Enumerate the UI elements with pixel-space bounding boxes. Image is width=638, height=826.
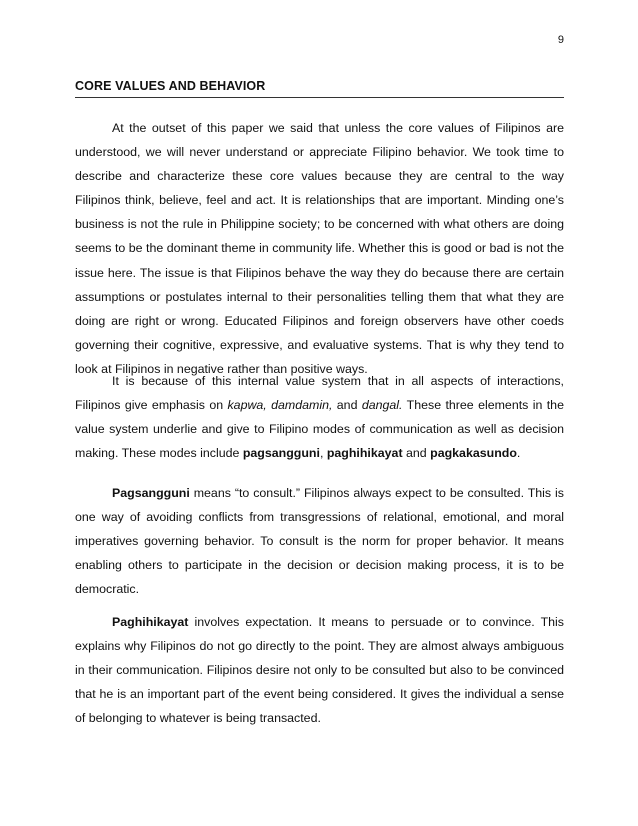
paragraph-text: involves expectation. It means to persuade or to convince. This explains why Filipinos do not go directly to the point. They are almost always ambiguous in their communication. Filipinos desire not only to be consulted but also to be convinced that he is an important part of the event being considered. It gives the individual a sense of belonging to whatever is being transacted.: [75, 615, 564, 726]
term-dangal: dangal.: [361, 398, 403, 413]
paragraph-text: and: [332, 398, 362, 413]
paragraph-core-values: [75, 116, 564, 381]
paragraph-internal-value-system: [75, 369, 564, 465]
paragraph-text: These three elements in the value system underlie and give to Filipino modes of communication as well as decision making. These modes include: [75, 398, 564, 461]
term-pagsangguni: Pagsangguni: [112, 486, 190, 500]
term-paghihikayat: Paghihikayat: [112, 615, 189, 629]
paragraph-text: ,: [319, 446, 327, 461]
term-pagkakasundo: pagkakasundo: [430, 446, 517, 461]
paragraph-text: means “to consult.” Filipinos always expect to be consulted. This is one way of avoiding conflicts from transgressions of relational, emotional, and moral imperatives governing behavior. To consult is the norm for proper behavior. It means enabling others to participate in the decision or decision making process, it is to be democratic.: [75, 486, 564, 597]
paragraph-paghihikayat: [75, 610, 564, 730]
term-kapwa: kapwa,: [227, 398, 267, 413]
term-paghihikayat: paghihikayat: [326, 446, 403, 461]
term-pagsangguni: pagsangguni: [242, 446, 320, 461]
paragraph-text: .: [516, 446, 521, 461]
term-damdamin: damdamin,: [271, 398, 333, 413]
paragraph-text: and: [402, 446, 431, 461]
paragraph-text: It is because of this internal value system that in all aspects of interactions, Filipinos give emphasis on: [75, 374, 564, 413]
paragraph-pagsangguni: [75, 481, 564, 601]
section-heading: CORE VALUES AND BEHAVIOR: [75, 79, 266, 93]
heading-rule: [75, 97, 564, 98]
paragraph-text: At the outset of this paper we said that unless the core values of Filipinos are understood, we will never understand or appreciate Filipino behavior. We took time to describe and characterize these core values because they are central to the way Filipinos think, believe, feel and act. It is relationships that are important. Minding one’s business is not the rule in Philippine society; to be concerned with what others are doing seems to be the dominant theme in community life. Whether this is good or bad is not the issue here. The issue is that Filipinos behave the way they do because there are certain assumptions or postulates internal to their personalities telling them that what they are doing are right or wrong. Educated Filipinos and foreign observers have other coeds governing their cognitive, expressive, and evaluative systems. That is why they tend to look at Filipinos in negative rather than positive ways.: [75, 121, 564, 376]
page-number: 9: [557, 34, 564, 46]
